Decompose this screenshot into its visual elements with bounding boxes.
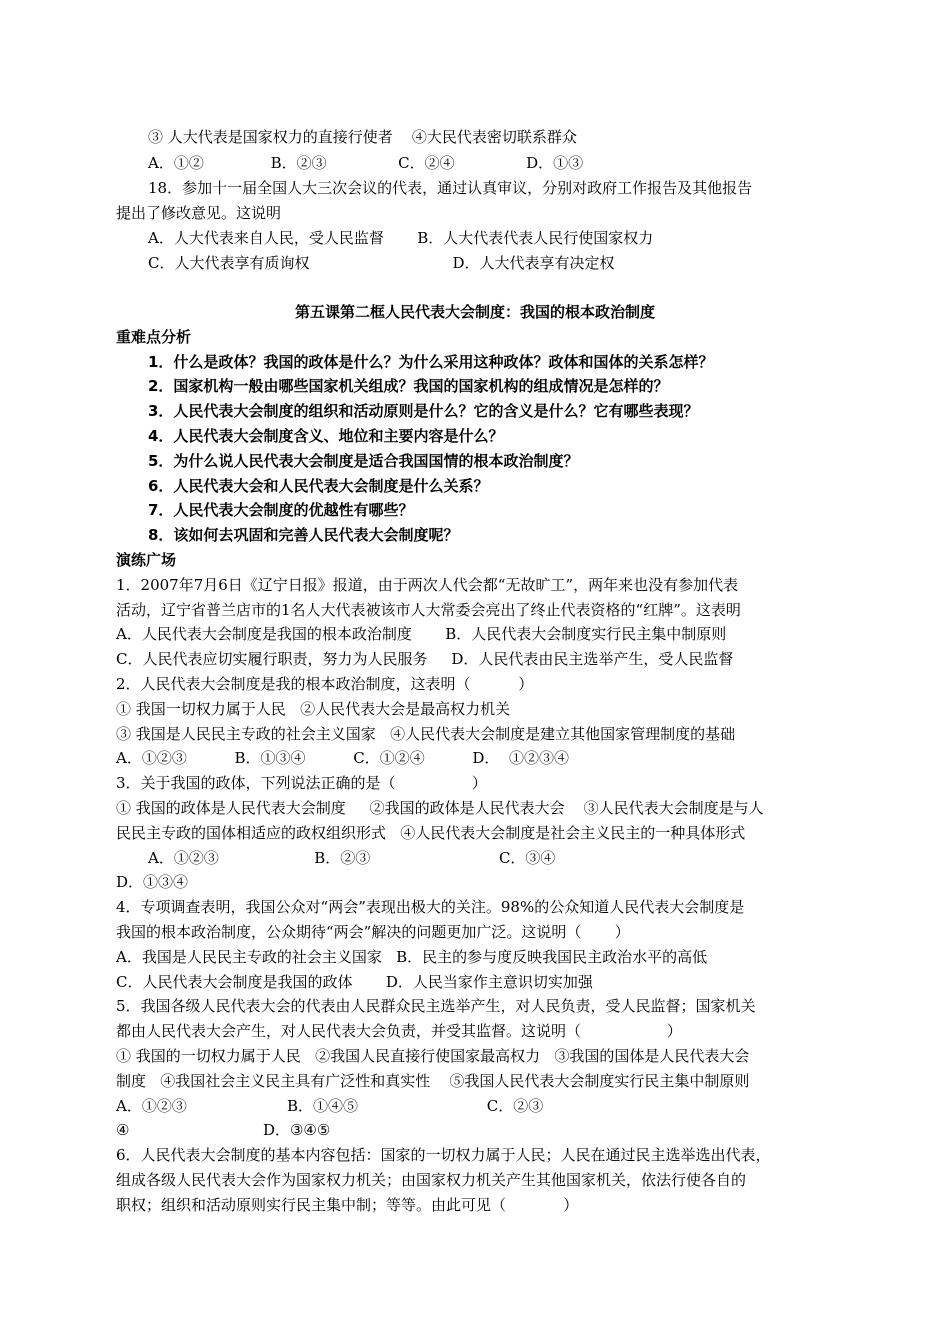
text-line: C．人大代表享有质询权 D．人大代表享有决定权 — [148, 254, 615, 272]
text-line: A．我国是人民民主专政的社会主义国家 B．民主的参与度反映我国民主政治水平的高低 — [116, 948, 708, 966]
heading-line: 7．人民代表大会制度的优越性有哪些？ — [148, 501, 414, 519]
text-line: A．①②③ B．②③ C．③④ — [148, 849, 556, 867]
text-line: 5．我国各级人民代表大会的代表由人民群众民主选举产生，对人民负责，受人民监督；国家机关 — [116, 997, 756, 1015]
text-line: 4．专项调查表明，我国公众对“两会”表现出极大的关注。98%的公众知道人民代表大会制度是 — [116, 898, 745, 916]
text-line: 18．参加十一届全国人大三次会议的代表，通过认真审议，分别对政府工作报告及其他报告 — [148, 179, 753, 197]
text-line: ① 我国的一切权力属于人民 ②我国人民直接行使国家最高权力 ③我国的国体是人民代表大会 — [116, 1047, 750, 1065]
text-line: C．人民代表应切实履行职责，努力为人民服务 D．人民代表由民主选举产生，受人民监督 — [116, 650, 734, 668]
text-line: ③ 人大代表是国家权力的直接行使者 ④大民代表密切联系群众 — [148, 128, 577, 146]
heading-line: 3．人民代表大会制度的组织和活动原则是什么？它的含义是什么？它有哪些表现？ — [148, 402, 699, 420]
text-line: ① 我国的政体是人民代表大会制度 ②我国的政体是人民代表大会 ③人民代表大会制度是与人 — [116, 799, 764, 817]
text-line: A．人大代表来自人民，受人民监督 B．人大代表代表人民行使国家权力 — [148, 229, 654, 247]
text-line: 我国的根本政治制度，公众期待“两会”解决的问题更加广泛。这说明（ ） — [116, 923, 630, 941]
heading-line: 重难点分析 — [116, 328, 192, 346]
text-line: A．①②③ B．①③④ C．①②④ D． ①②③④ — [116, 749, 569, 767]
text-line: 3．关于我国的政体，下列说法正确的是（ ） — [116, 774, 487, 792]
text-line: A．人民代表大会制度是我国的根本政治制度 B．人民代表大会制度实行民主集中制原则 — [116, 625, 727, 643]
heading-line: 演练广场 — [116, 551, 177, 569]
text-line: 职权；组织和活动原则实行民主集中制；等等。由此可见（ ） — [116, 1196, 579, 1214]
heading-line: 6．人民代表大会和人民代表大会制度是什么关系？ — [148, 477, 489, 495]
text-line: 民民主专政的国体相适应的政权组织形式 ④人民代表大会制度是社会主义民主的一种具体形式 — [116, 824, 746, 842]
heading-line: 1．什么是政体？我国的政体是什么？为什么采用这种政体？政体和国体的关系怎样？ — [148, 353, 714, 371]
text-line: 组成各级人民代表大会作为国家权力机关；由国家权力机关产生其他国家机关，依法行使各自的 — [116, 1171, 747, 1189]
text-line: ① 我国一切权力属于人民 ②人民代表大会是最高权力机关 — [116, 700, 511, 718]
text-line: A．①②③ B．①④⑤ C．②③ — [116, 1097, 544, 1115]
text-line: C．人民代表大会制度是我国的政体 D．人民当家作主意识切实加强 — [116, 973, 593, 991]
text-line: 制度 ④我国社会主义民主具有广泛性和真实性 ⑤我国人民代表大会制度实行民主集中制原则 — [116, 1072, 750, 1090]
text-line: A．①② B．②③ C．②④ D．①③ — [148, 154, 584, 172]
text-line: 活动，辽宁省普兰店市的1名人大代表被该市人大常委会亮出了终止代表资格的“红牌”。这表明 — [116, 601, 741, 619]
text-line: 6．人民代表大会制度的基本内容包括：国家的一切权力属于人民；人民在通过民主选举选出代表， — [116, 1146, 771, 1164]
text-line: ④ D．③④⑤ — [116, 1121, 331, 1139]
heading-line: 8．该如何去巩固和完善人民代表大会制度呢？ — [148, 526, 459, 544]
text-line: 1．2007年7月6日《辽宁日报》报道，由于两次人代会都“无故旷工”，两年来也没有参加代表 — [116, 576, 739, 594]
text-line: 提出了修改意见。这说明 — [116, 204, 282, 222]
heading-line: 5．为什么说人民代表大会制度是适合我国国情的根本政治制度？ — [148, 452, 579, 470]
text-line: D．①③④ — [116, 873, 189, 891]
text-line: 都由人民代表大会产生，对人民代表大会负责，并受其监督。这说明（ ） — [116, 1022, 682, 1040]
text-line: 2．人民代表大会制度是我的根本政治制度，这表明（ ） — [116, 675, 534, 693]
heading-line: 第五课第二框人民代表大会制度：我国的根本政治制度 — [294, 303, 655, 321]
heading-line: 4．人民代表大会制度含义、地位和主要内容是什么？ — [148, 427, 504, 445]
heading-line: 2．国家机构一般由哪些国家机关组成？我国的国家机构的组成情况是怎样的？ — [148, 377, 669, 395]
text-line: ③ 我国是人民民主专政的社会主义国家 ④人民代表大会制度是建立其他国家管理制度的基础 — [116, 725, 736, 743]
